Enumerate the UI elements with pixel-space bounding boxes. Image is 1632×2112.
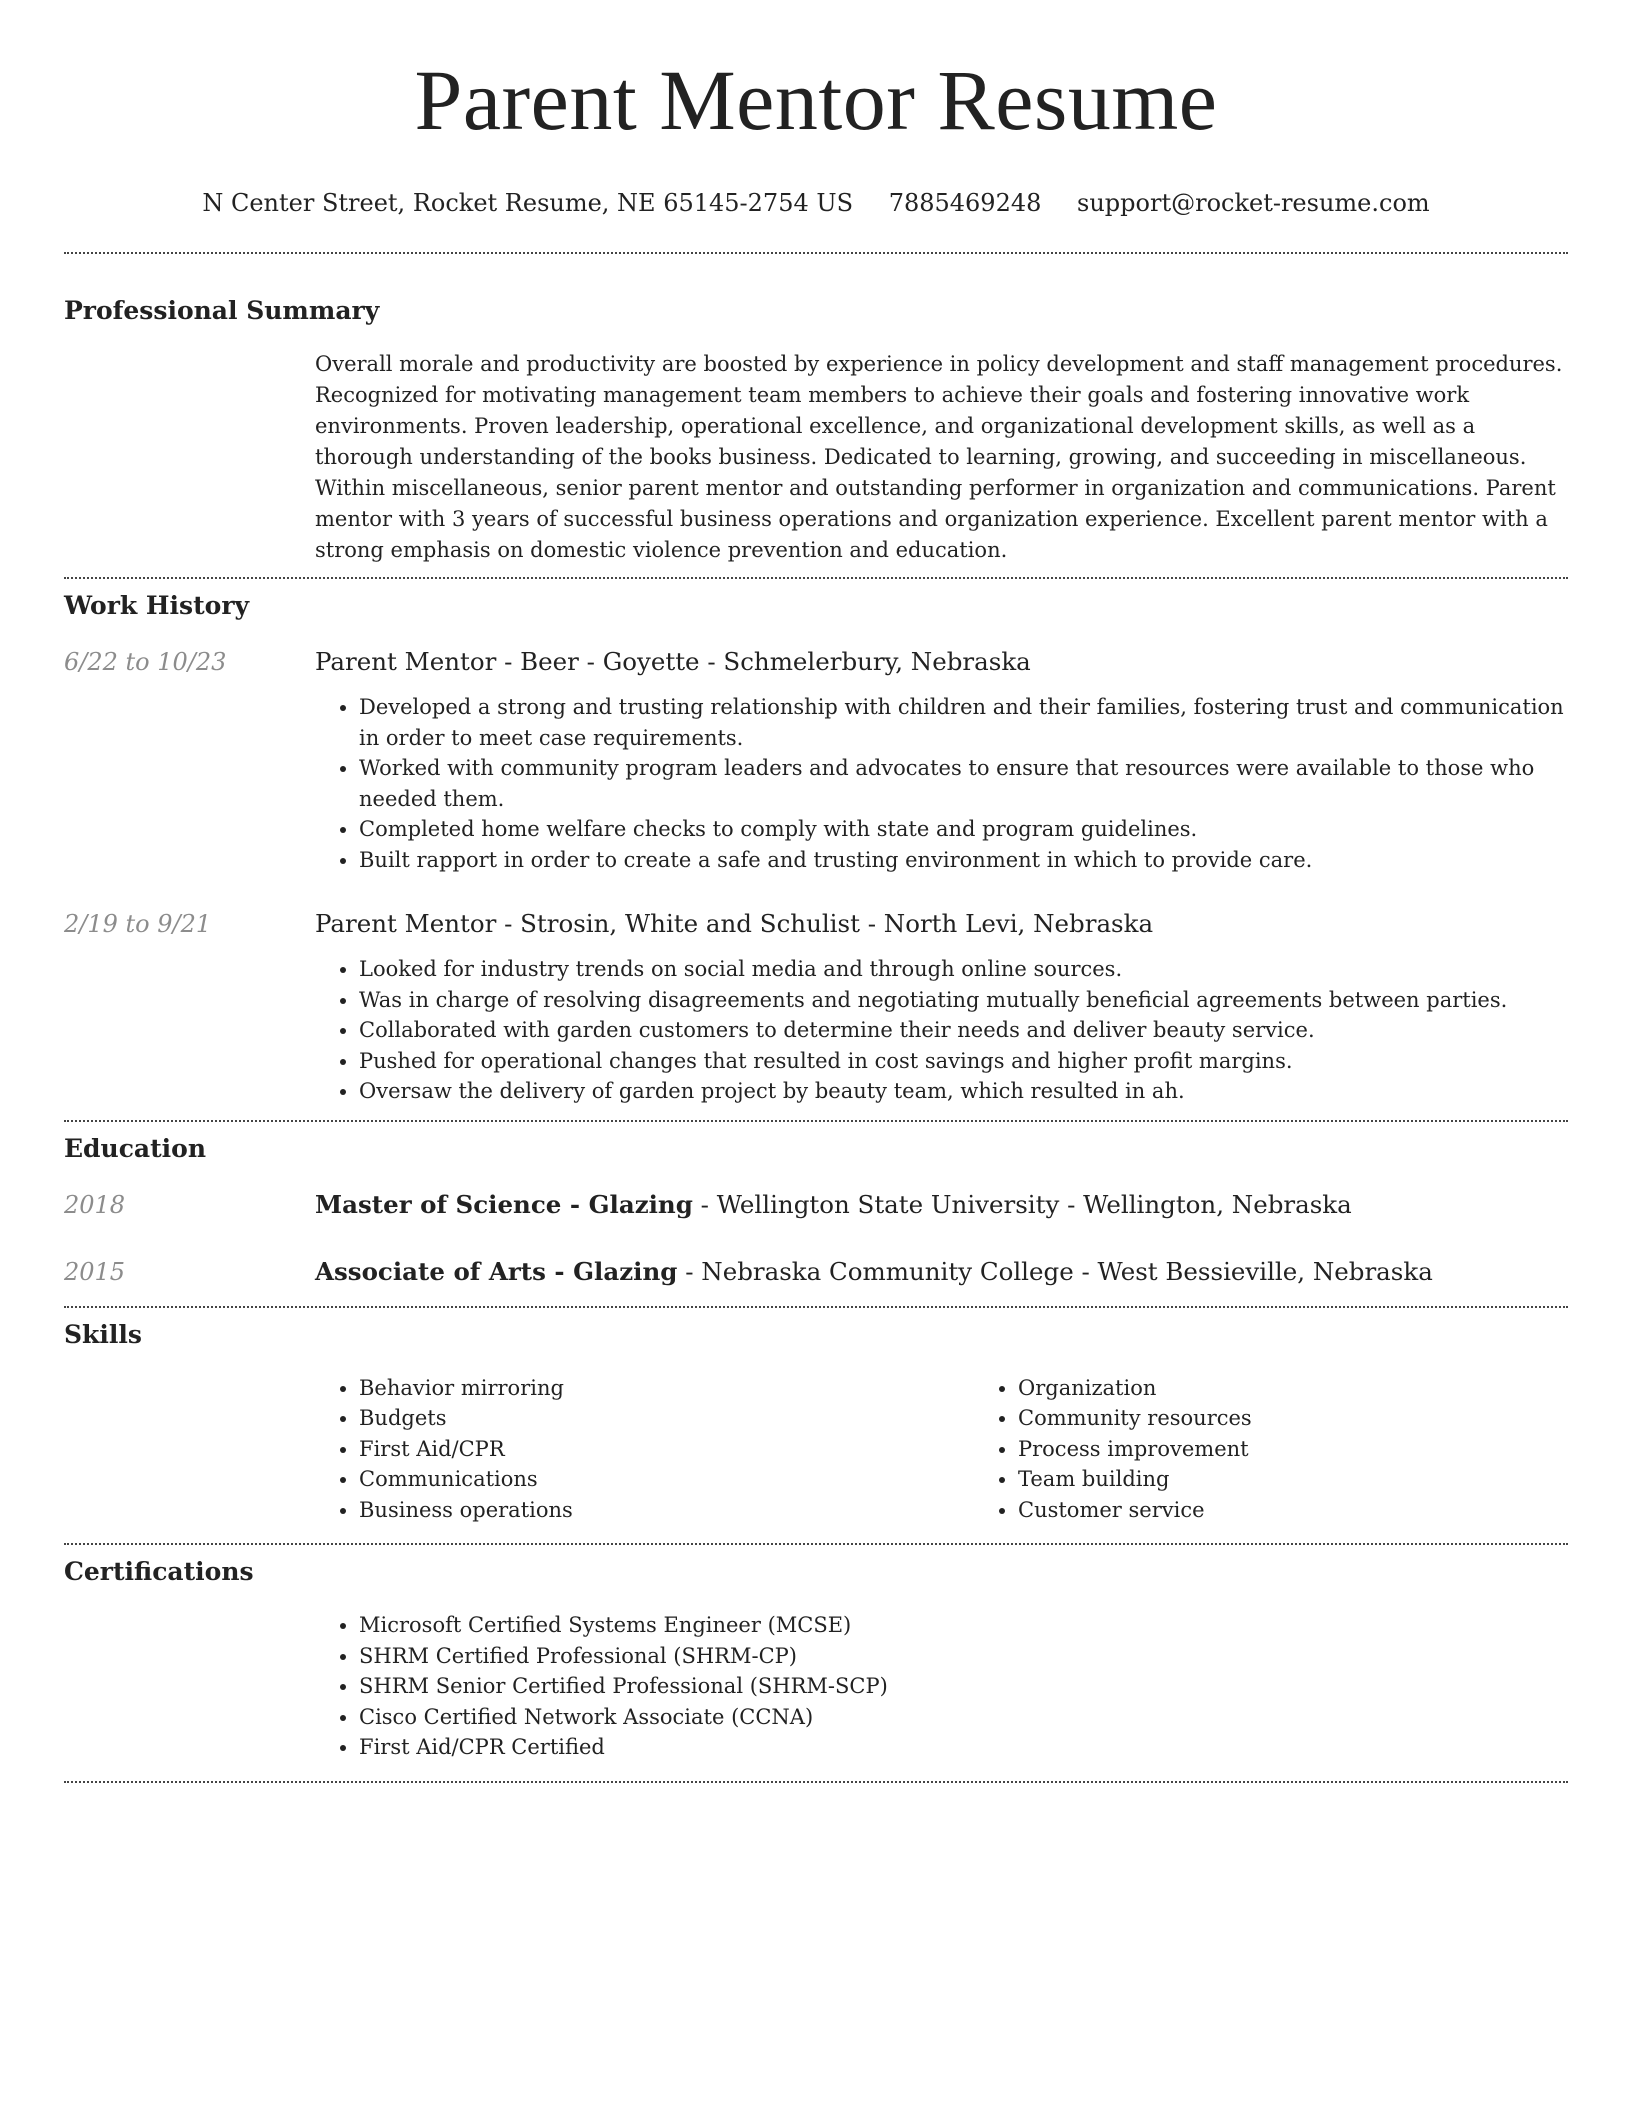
certification-item: • SHRM Certified Professional (SHRM-CP) <box>359 1641 1568 1672</box>
job-bullet: • Developed a strong and trusting relationship with children and their families, fostering trust and communication in order to meet case requirements. <box>359 692 1568 753</box>
skills-list-left <box>315 1373 974 1526</box>
email-link[interactable]: support@rocket-resume.com <box>1077 189 1430 217</box>
education-degree: Master of Science - Glazing <box>315 1189 693 1219</box>
summary-section <box>64 295 1568 566</box>
education-title: Education <box>64 1133 207 1163</box>
skill-item: • Budgets <box>359 1403 974 1434</box>
certification-item: • First Aid/CPR Certified <box>359 1732 1568 1763</box>
job-bullets <box>315 954 1568 1107</box>
skill-item: • First Aid/CPR <box>359 1434 974 1465</box>
job-entry <box>64 908 1568 1107</box>
work-history-section <box>64 590 1568 1107</box>
summary-text: Overall morale and productivity are boosted by experience in policy development and staff management procedures. Recognized for motivating management team members to achieve their goals and fostering innovative work environments. Proven leadership, operational excellence, and organizational development skills, as well as a thorough understanding of the books business. Dedicated to learning, growing, and succeeding in miscellaneous. Within miscellaneous, senior parent mentor and outstanding performer in organization and communications. Parent mentor with 3 years of successful business operations and organization experience. Excellent parent mentor with a strong emphasis on domestic violence prevention and education. <box>315 352 1563 562</box>
certification-item: • SHRM Senior Certified Professional (SHRM-SCP) <box>359 1671 1568 1702</box>
job-bullet: • Collaborated with garden customers to determine their needs and deliver beauty service. <box>359 1015 1568 1046</box>
job-entry <box>64 646 1568 875</box>
job-bullet: • Was in charge of resolving disagreements and negotiating mutually beneficial agreements between parties. <box>359 985 1568 1016</box>
work-history-title: Work History <box>64 591 250 620</box>
education-entry <box>64 1189 1568 1221</box>
job-bullet: • Pushed for operational changes that resulted in cost savings and higher profit margins. <box>359 1046 1568 1077</box>
summary-title: Professional Summary <box>64 296 380 325</box>
education-entry <box>64 1256 1568 1288</box>
job-bullet: • Completed home welfare checks to comply with state and program guidelines. <box>359 814 1568 845</box>
job-bullet: • Built rapport in order to create a safe and trusting environment in which to provide care. <box>359 845 1568 876</box>
certifications-title: Certifications <box>64 1557 254 1586</box>
phone-text: 7885469248 <box>888 189 1042 217</box>
skills-list-right <box>974 1373 1632 1526</box>
skill-item: • Communications <box>359 1464 974 1495</box>
divider <box>64 1306 1568 1308</box>
job-heading: Parent Mentor - Strosin, White and Schulist - North Levi, Nebraska <box>315 909 1154 938</box>
skills-section <box>64 1319 1568 1526</box>
education-section <box>64 1133 1568 1288</box>
education-year: 2018 <box>64 1190 126 1219</box>
job-heading: Parent Mentor - Beer - Goyette - Schmelerbury, Nebraska <box>315 647 1031 676</box>
education-degree: Associate of Arts - Glazing <box>315 1256 678 1286</box>
job-bullet: • Worked with community program leaders and advocates to ensure that resources were available to those who needed them. <box>359 753 1568 814</box>
education-school: - Nebraska Community College - West Bessieville, Nebraska <box>677 1256 1433 1286</box>
resume-name: Parent Mentor Resume <box>414 52 1218 148</box>
certification-item: • Cisco Certified Network Associate (CCNA) <box>359 1702 1568 1733</box>
skill-item: • Community resources <box>1018 1403 1632 1434</box>
job-bullet: • Looked for industry trends on social media and through online sources. <box>359 954 1568 985</box>
job-dates: 2/19 to 9/21 <box>64 910 212 938</box>
divider <box>64 577 1568 579</box>
education-school: - Wellington State University - Wellington, Nebraska <box>692 1189 1352 1219</box>
job-dates: 6/22 to 10/23 <box>64 648 227 676</box>
skill-item: • Business operations <box>359 1495 974 1526</box>
contact-line <box>64 188 1568 218</box>
certification-item: • Microsoft Certified Systems Engineer (MCSE) <box>359 1610 1568 1641</box>
divider <box>64 1543 1568 1545</box>
job-bullets <box>315 692 1568 875</box>
job-bullet: • Oversaw the delivery of garden project by beauty team, which resulted in ah. <box>359 1076 1568 1107</box>
address-text: N Center Street, Rocket Resume, NE 65145-2754 US <box>202 189 854 217</box>
skill-item: • Behavior mirroring <box>359 1373 974 1404</box>
skills-title: Skills <box>64 1319 142 1349</box>
divider <box>64 1781 1568 1783</box>
skill-item: • Team building <box>1018 1464 1632 1495</box>
skill-item: • Customer service <box>1018 1495 1632 1526</box>
certifications-list <box>315 1610 1568 1763</box>
education-year: 2015 <box>64 1257 126 1286</box>
skill-item: • Organization <box>1018 1373 1632 1404</box>
skill-item: • Process improvement <box>1018 1434 1632 1465</box>
certifications-section <box>64 1556 1568 1763</box>
divider <box>64 252 1568 254</box>
divider <box>64 1120 1568 1122</box>
